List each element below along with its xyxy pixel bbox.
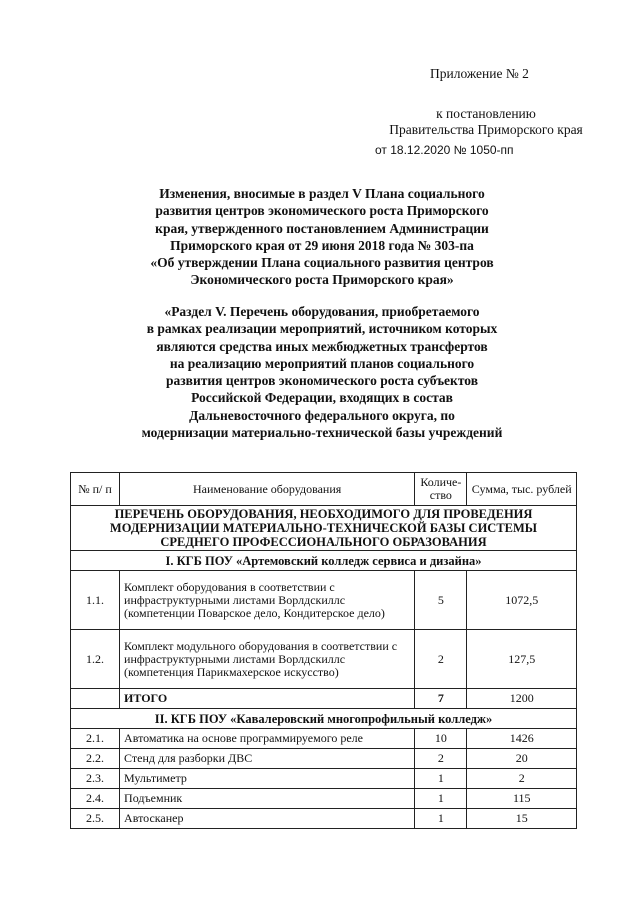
row-sum: 15	[467, 809, 577, 829]
row-qty: 1	[415, 809, 467, 829]
row-num: 1.1.	[71, 571, 120, 630]
row-qty: 5	[415, 571, 467, 630]
row-sum: 127,5	[467, 630, 577, 689]
row-num: 2.1.	[71, 729, 120, 749]
group-2-title: II. КГБ ПОУ «Кавалеровский многопрофильный колледж»	[71, 709, 577, 729]
table-row	[71, 571, 577, 630]
row-num: 2.2.	[71, 749, 120, 769]
total-row	[71, 689, 577, 709]
heading-line: Экономического роста Приморского края»	[190, 272, 454, 288]
heading-line: развития центров экономического роста субъектов	[165, 373, 478, 389]
row-qty: 1	[415, 769, 467, 789]
row-sum: 1426	[467, 729, 577, 749]
heading-line: являются средства иных межбюджетных трансфертов	[156, 338, 488, 354]
table-row	[71, 789, 577, 809]
group-title-row	[71, 709, 577, 729]
row-sum: 115	[467, 789, 577, 809]
row-num: 1.2.	[71, 630, 120, 689]
row-num: 2.5.	[71, 809, 120, 829]
header-name: Наименование оборудования	[120, 473, 415, 506]
appendix-title: Приложение № 2	[430, 66, 529, 81]
row-name: Комплект оборудования в соответствии с инфраструктурными листами Ворлдскиллс (компетенции Поварское дело, Кондитерское дело)	[120, 571, 415, 630]
heading-line: развития центров экономического роста Приморского	[155, 203, 489, 219]
group-1-title: I. КГБ ПОУ «Артемовский колледж сервиса и дизайна»	[71, 551, 577, 571]
equipment-table	[70, 472, 577, 829]
section-heading	[96, 303, 548, 441]
total-label: ИТОГО	[120, 689, 415, 709]
heading-line: края, утвержденного постановлением Администрации	[155, 220, 489, 236]
heading-line: Российской Федерации, входящих в состав	[191, 390, 453, 406]
row-qty: 1	[415, 789, 467, 809]
heading-line: «Раздел V. Перечень оборудования, приобретаемого	[164, 304, 480, 319]
header-qty: Количе-ство	[415, 473, 467, 506]
section-title: ПЕРЕЧЕНЬ ОБОРУДОВАНИЯ, НЕОБХОДИМОГО ДЛЯ ПРОВЕДЕНИЯ МОДЕРНИЗАЦИИ МАТЕРИАЛЬНО-ТЕХНИЧЕСКОЙ БАЗЫ СИСТЕМЫ СРЕДНЕГО ПРОФЕССИОНАЛЬНОГО ОБРАЗОВАНИЯ	[71, 506, 577, 551]
row-sum: 1072,5	[467, 571, 577, 630]
row-qty: 2	[415, 630, 467, 689]
group-title-row	[71, 551, 577, 571]
heading-line: «Об утверждении Плана социального развития центров	[150, 255, 494, 271]
table-row	[71, 749, 577, 769]
appendix-line-1: к постановлению	[436, 106, 536, 121]
heading-line: в рамках реализации мероприятий, источником которых	[146, 321, 498, 337]
row-sum: 20	[467, 749, 577, 769]
table-row	[71, 630, 577, 689]
appendix-line-2: Правительства Приморского края	[389, 122, 583, 137]
heading-line: Изменения, вносимые в раздел V Плана социального	[159, 186, 485, 201]
row-num: 2.4.	[71, 789, 120, 809]
changes-heading	[96, 185, 548, 289]
row-name: Комплект модульного оборудования в соответствии с инфраструктурными листами Ворлдскиллс (компетенция Парикмахерское искусство)	[120, 630, 415, 689]
header-num: № п/ п	[71, 473, 120, 506]
total-qty: 7	[415, 689, 467, 709]
row-sum: 2	[467, 769, 577, 789]
heading-line: Приморского края от 29 июня 2018 года № 303-па	[170, 237, 474, 253]
row-name: Автосканер	[120, 809, 415, 829]
table-row	[71, 729, 577, 749]
row-name: Мультиметр	[120, 769, 415, 789]
total-sum: 1200	[467, 689, 577, 709]
row-name: Стенд для разборки ДВС	[120, 749, 415, 769]
row-num	[71, 689, 120, 709]
section-title-row	[71, 506, 577, 551]
row-name: Автоматика на основе программируемого реле	[120, 729, 415, 749]
row-qty: 10	[415, 729, 467, 749]
heading-line: модернизации материально-технической базы учреждений	[141, 425, 503, 441]
row-qty: 2	[415, 749, 467, 769]
table-header-row	[71, 473, 577, 506]
header-sum: Сумма, тыс. рублей	[467, 473, 577, 506]
heading-line: на реализацию мероприятий планов социального	[169, 355, 475, 371]
row-num: 2.3.	[71, 769, 120, 789]
heading-line: Дальневосточного федерального округа, по	[189, 407, 455, 423]
table-row	[71, 809, 577, 829]
appendix-date: от 18.12.2020 № 1050-пп	[375, 143, 514, 157]
row-name: Подъемник	[120, 789, 415, 809]
table-row	[71, 769, 577, 789]
